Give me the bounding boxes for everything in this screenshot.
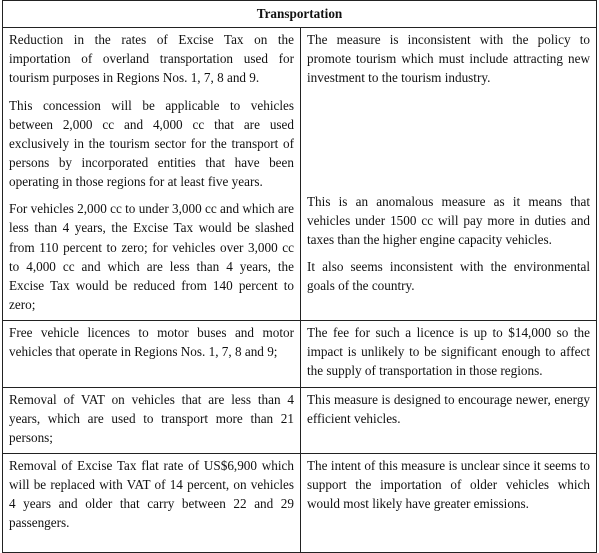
table-header-row [3, 1, 597, 28]
paragraph: Free vehicle licences to motor buses and motor vehicles that operate in Regions Nos. 1, 7, 8 and 9; [9, 325, 294, 360]
comment-cell [301, 28, 597, 321]
table-row [3, 387, 597, 453]
comment-cell [301, 321, 597, 387]
paragraph: Removal of VAT on vehicles that are less than 4 years, which are used to transport more than 21 persons; [9, 391, 294, 445]
section-title: Transportation [3, 1, 597, 28]
table-row [3, 321, 597, 387]
paragraph: The measure is inconsistent with the policy to promote tourism which must include attracting new investment to the tourism industry. [307, 32, 591, 86]
paragraph: The intent of this measure is unclear since it seems to support the importation of older vehicles which would most likely have greater emissions. [307, 457, 591, 512]
cell-spacer [307, 96, 590, 192]
paragraph: For vehicles 2,000 cc to under 3,000 cc and which are less than 4 years, the Excise Tax would be slashed from 110 percent to zero; for vehicles over 3,000 cc to 4,000 cc and which are less than 4 years, the Excise Tax would be reduced from 140 percent to zero; [9, 201, 294, 312]
paragraph: Removal of Excise Tax flat rate of US$6,900 which will be replaced with VAT of 14 percent, on vehicles 4 years and older that carry between 22 and 29 passengers. [9, 457, 294, 531]
measure-cell [3, 453, 301, 552]
paragraph: This is an anomalous measure as it means that vehicles under 1500 cc will pay more in duties and taxes than the higher engine capacity vehicles. [307, 193, 591, 247]
measure-cell [3, 321, 301, 387]
table-row [3, 453, 597, 552]
comment-cell [301, 387, 597, 453]
table-row [3, 28, 597, 321]
paragraph: It also seems inconsistent with the environmental goals of the country. [307, 258, 591, 294]
paragraph: This concession will be applicable to vehicles between 2,000 cc and 4,000 cc that are used exclusively in the tourism sector for the transport of persons by incorporated entities that have been operating in those regions for at least five years. [9, 97, 294, 190]
transportation-table [2, 0, 597, 553]
paragraph: This measure is designed to encourage newer, energy efficient vehicles. [307, 391, 591, 426]
paragraph: Reduction in the rates of Excise Tax on the importation of overland transportation used for tourism purposes in Regions Nos. 1, 7, 8 and 9. [9, 32, 294, 86]
comment-cell [301, 453, 597, 552]
paragraph: The fee for such a licence is up to $14,000 so the impact is unlikely to be significant enough to affect the supply of transportation in those regions. [307, 325, 591, 379]
measure-cell [3, 387, 301, 453]
measure-cell [3, 28, 301, 321]
